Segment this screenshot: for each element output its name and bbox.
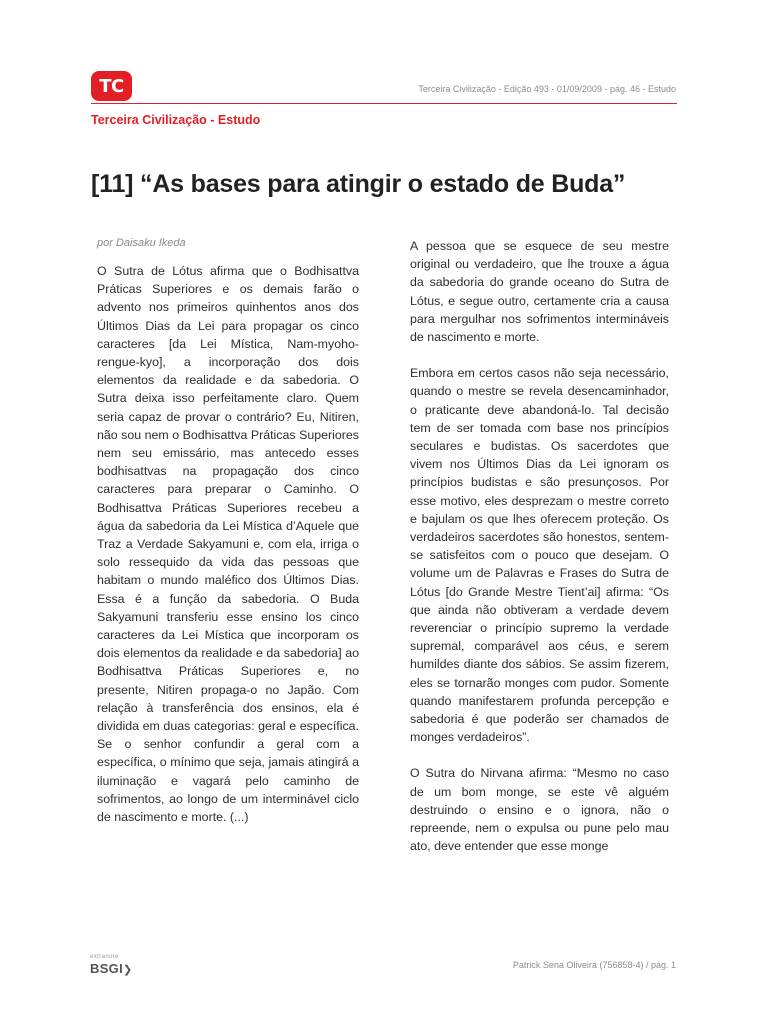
bsgi-logo <box>90 954 140 976</box>
header-meta: Terceira Civilização - Edição 493 - 01/09/2009 - pág. 46 - Estudo <box>418 84 676 94</box>
footer-meta: Patrick Sena Oliveira (756858-4) / pág. 1 <box>512 960 676 970</box>
left-column <box>97 262 359 844</box>
right-column <box>410 237 669 874</box>
paragraph: O Sutra do Nirvana afirma: “Mesmo no caso de um bom monge, se este vê alguém destruindo o ensino e o ignora, não o repreende, nem o expulsa ou pune pelo mau ato, deve entender que esse monge <box>410 766 669 854</box>
article-author: por Daisaku Ikeda <box>97 237 186 249</box>
header-divider <box>91 103 677 104</box>
logo-big-text: BSGI <box>90 961 123 976</box>
tc-logo: TC <box>91 71 132 101</box>
paragraph: A pessoa que se esquece de seu mestre original ou verdadeiro, que lhe trouxe a água da sabedoria do grande oceano do Sutra de Lótus, e segue outro, certamente cria a causa para mergulhar nos sofrimentos intermináveis de nascimento e morte. <box>410 239 669 345</box>
article-title: [11] “As bases para atingir o estado de Buda” <box>91 170 626 198</box>
paragraph: O Sutra de Lótus afirma que o Bodhisattva Práticas Superiores e os demais farão o advento nos primeiros quinhentos anos dos Últimos Dias da Lei para propagar os cinco caracteres [da Lei Mística, Nam-myoho-rengue-kyo], a incorporação dos dois elementos da realidade e da sabedoria. O Sutra deixa isso perfeitamente claro. Quem seria capaz de provar o contrário? Eu, Nitiren, não sou nem o Bodhisattva Práticas Superiores nem seu emissário, mas antecedo esses bodhisattvas na propagação dos cinco caracteres para preparar o Caminho. O Bodhisattva Práticas Superiores recebeu a água da sabedoria da Lei Mística d’Aquele que Traz a Verdade Sakyamuni e, com ela, irriga o solo ressequido da vida das pessoas que habitam o mundo maléfico dos Últimos Dias. Essa é a função da sabedoria. O Buda Sakyamuni transferiu esse ensino los cinco caracteres da Lei Mística que incorporam os dois elementos da realidade e da sabedoria] ao Bodhisattva Práticas Superiores e, no presente, Nitiren propaga-o no Japão. Com relação à transferência dos ensinos, ela é dividida em duas categorias: geral e específica. Se o senhor confundir a geral com a específica, o mínimo que seja, jamais atingirá a iluminação e vagará pelo caminho de sofrimentos, ao longo de um interminável ciclo de nascimento e morte. (...) <box>97 264 359 825</box>
paragraph: Embora em certos casos não seja necessário, quando o mestre se revela desencaminhador, o praticante deve abandoná-lo. Tal decisão tem de ser tomada com base nos princípios seculares e budistas. Os sacerdotes que vivem nos Últimos Dias da Lei ignoram os princípios budistas e são presunçosos. Por esse motivo, eles desprezam o mestre correto e bajulam os que lhes oferecem proteção. Os verdadeiros sacerdotes são honestos, sentem-se satisfeitos com o pouco que desejam. O volume um de Palavras e Frases do Sutra de Lótus [do Grande Mestre Tient’ai] afirma: “Os que ainda não obtiveram a verdade devem reverenciar o princípio supremo la verdade supremal, comparável aos céus, e serem humildes diante dos sábios. Se assim fizerem, eles se tornarão monges com pudor. Somente quando manifestarem profunda percepção e sabedoria é que poderão ser chamados de monges verdadeiros”. <box>410 366 669 745</box>
chevron-right-icon: ❯ <box>122 964 133 976</box>
logo-small-text: extranote <box>90 954 119 960</box>
section-label: Terceira Civilização - Estudo <box>91 113 261 127</box>
